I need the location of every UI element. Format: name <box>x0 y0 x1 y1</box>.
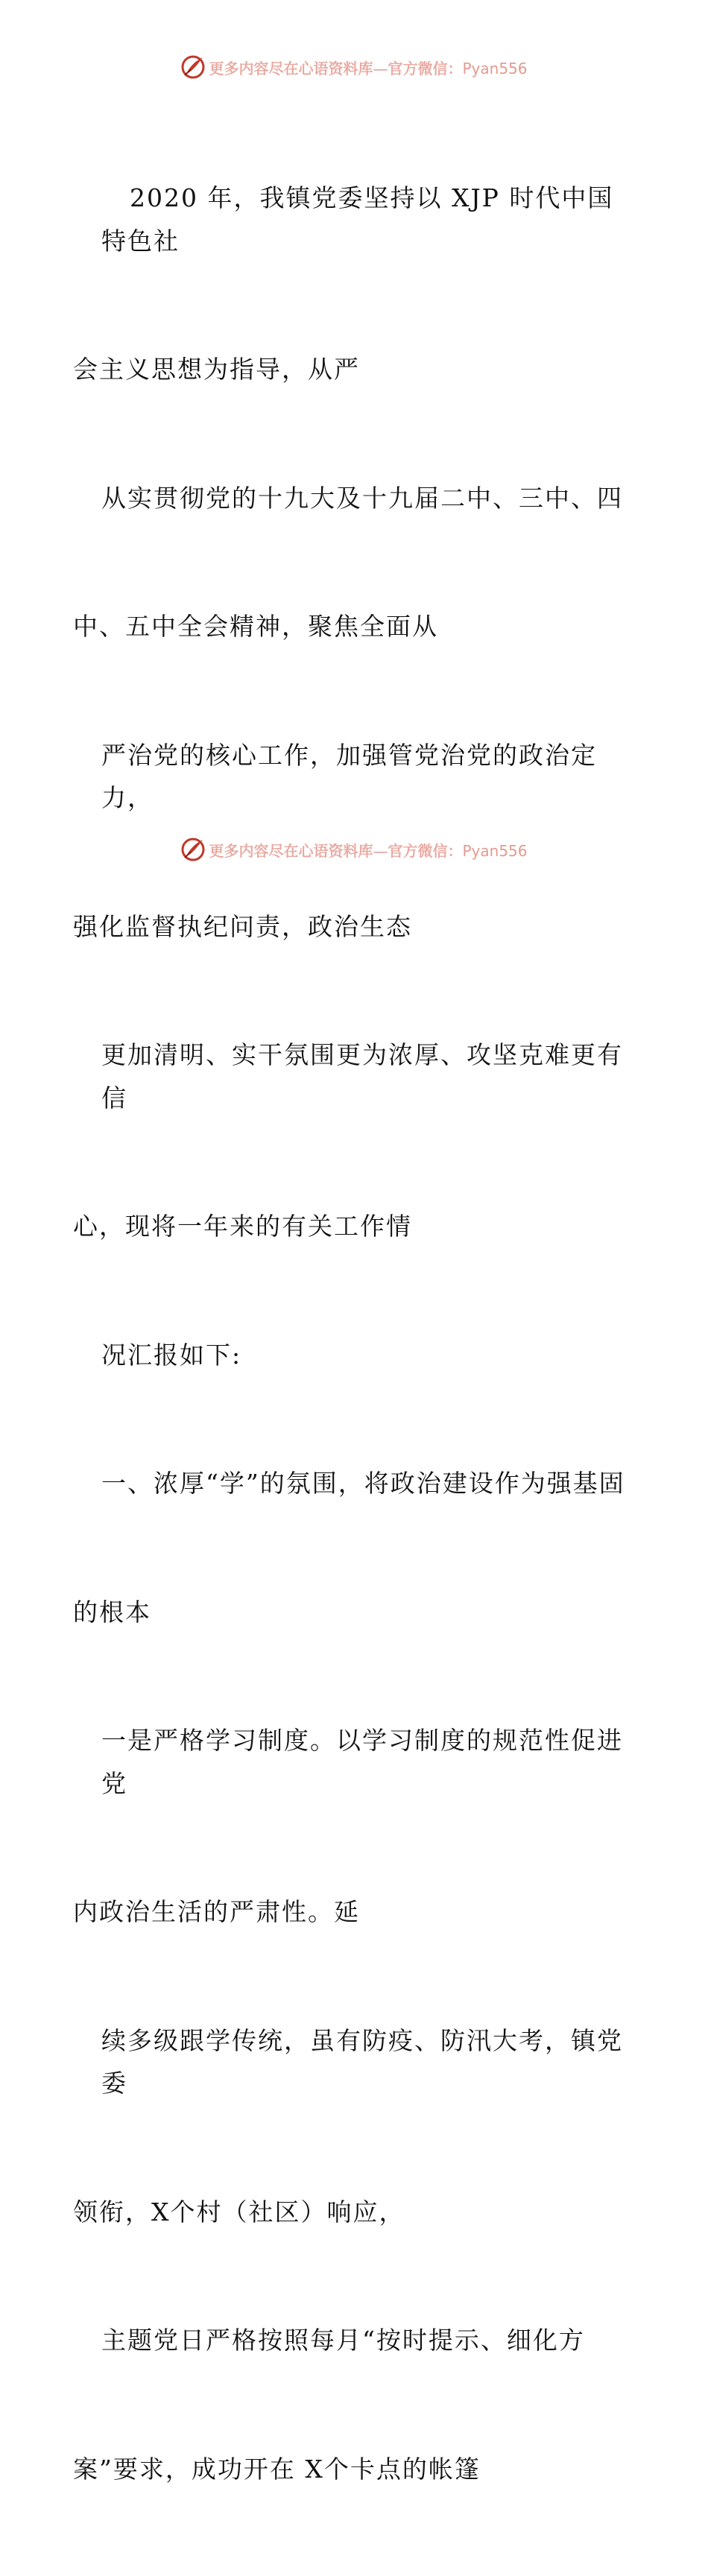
header-watermark-banner <box>0 52 708 82</box>
text-line: 内政治生活的严肃性。延 <box>73 1897 360 1926</box>
text-line: 一是严格学习制度。以学习制度的规范性促进党 <box>101 1726 623 1798</box>
text-line: 更加清明、实干氛围更为浓厚、攻坚克难更有信 <box>101 1040 623 1113</box>
text-line: 领衔，X个村（社区）响应， <box>73 2197 405 2227</box>
watermark-wechat-id: Pyan556 <box>462 841 528 860</box>
text-line: 从实贯彻党的十九大及十九届二中、三中、四 <box>101 483 623 513</box>
watermark-site-name: 更多内容尽在心语资料库 <box>209 59 373 77</box>
text-line: 心，现将一年来的有关工作情 <box>73 1212 412 1241</box>
watermark-site-name: 更多内容尽在心语资料库 <box>209 841 373 860</box>
footer-watermark-banner <box>0 835 708 864</box>
watermark-text <box>209 57 527 78</box>
text-line: 会主义思想为指导，从严 <box>73 355 360 384</box>
body-text <box>73 91 639 2576</box>
text-line: 严治党的核心工作，加强管党治党的政治定力， <box>101 740 597 812</box>
text-line: 续多级跟学传统，虽有防疫、防汛大考，镇党委 <box>101 2025 623 2098</box>
watermark-official-label: 官方微信： <box>388 841 463 860</box>
watermark-official-label: 官方微信： <box>388 59 463 77</box>
section-heading-continued: 的根本 <box>73 1597 151 1627</box>
watermark-text <box>209 839 527 861</box>
watermark-separator: — <box>373 841 388 860</box>
watermark-wechat-id: Pyan556 <box>462 59 528 77</box>
document-body <box>73 91 639 2576</box>
section-heading: 一、浓厚“学”的氛围，将政治建设作为强基固 <box>101 1469 625 1498</box>
text-line: 强化监督执纪问责，政治生态 <box>73 911 412 941</box>
text-line: 2020 年，我镇党委坚持以 XJP 时代中国特色社 <box>101 183 614 256</box>
feather-quill-logo-icon <box>180 54 206 80</box>
text-line: 主题党日严格按照每月“按时提示、细化方 <box>101 2326 585 2355</box>
text-line: 中、五中全会精神，聚焦全面从 <box>73 612 438 641</box>
watermark-separator: — <box>373 59 388 77</box>
feather-quill-logo-icon <box>180 837 206 862</box>
text-line: 况汇报如下: <box>101 1340 242 1370</box>
text-line: 案”要求，成功开在 X个卡点的帐篷 <box>73 2454 481 2484</box>
